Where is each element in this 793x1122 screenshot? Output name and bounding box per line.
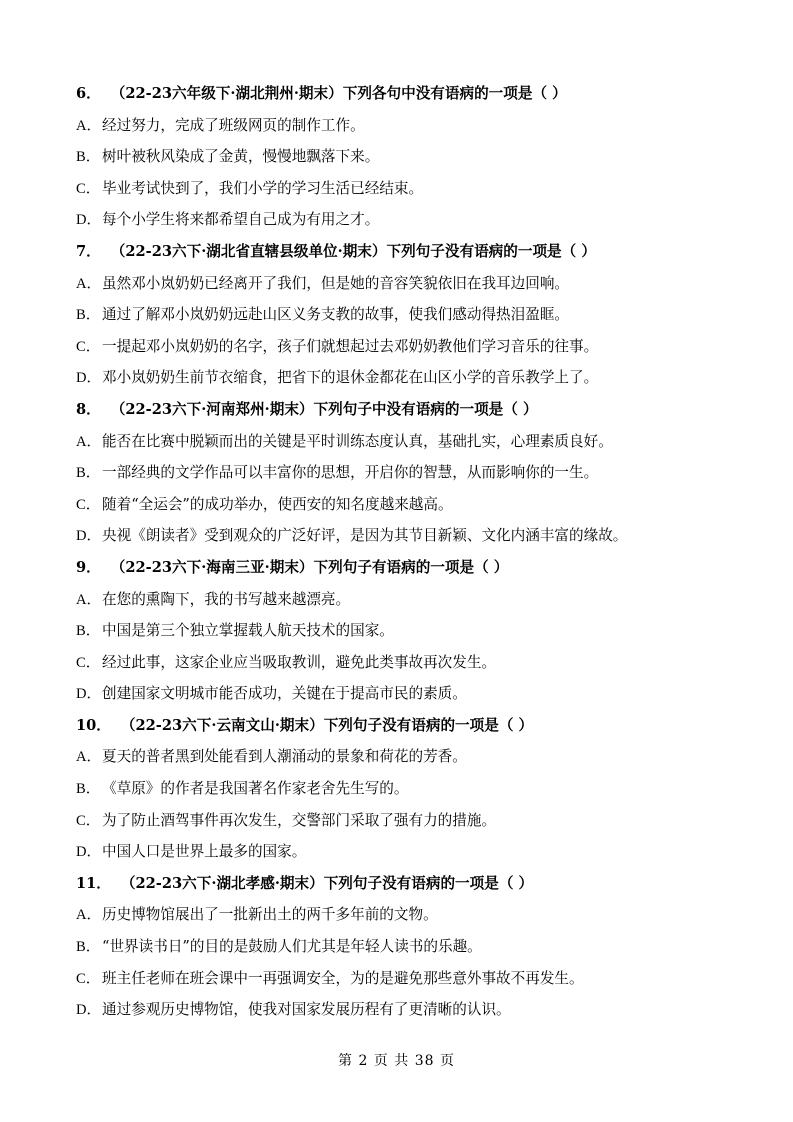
- option-text: 随着“全运会”的成功举办，使西安的知名度越来越高。: [102, 495, 453, 513]
- answer-blank: （ ）: [498, 874, 534, 892]
- question-stem: [76, 236, 726, 268]
- question-text: 下列各句中没有语病的一项是: [342, 85, 533, 102]
- option-text: 创建国家文明城市能否成功，关键在于提高市民的素质。: [102, 685, 467, 703]
- answer-option: [76, 141, 726, 173]
- answer-option: [76, 331, 726, 363]
- answer-option: [76, 994, 726, 1026]
- option-text: “世界读书日”的目的是鼓励人们尤其是年轻人读书的乐趣。: [102, 938, 482, 956]
- option-letter: B．: [76, 623, 101, 640]
- question-stem: [76, 394, 726, 426]
- question-block: [76, 78, 726, 236]
- option-letter: A．: [76, 749, 102, 766]
- question-text: 下列句子没有语病的一项是: [323, 874, 499, 892]
- answer-blank: （ ）: [561, 242, 596, 260]
- answer-option: [76, 773, 726, 805]
- answer-blank: （ ）: [503, 400, 538, 418]
- answer-option: [76, 963, 726, 995]
- answer-option: [76, 584, 726, 616]
- question-block: [76, 552, 726, 710]
- answer-option: [76, 110, 726, 142]
- option-letter: D．: [76, 844, 102, 861]
- answer-option: [76, 647, 726, 679]
- option-text: 虽然邓小岚奶奶已经离开了我们，但是她的音容笑貌依旧在我耳边回响。: [102, 274, 570, 292]
- answer-option: [76, 489, 726, 521]
- option-text: 班主任老师在班会课中一再强调安全，为的是避免那些意外事故不再发生。: [102, 969, 584, 987]
- option-letter: A．: [76, 907, 102, 924]
- option-text: 夏天的普者黑到处能看到人潮涌动的景象和荷花的芳香。: [102, 748, 467, 766]
- option-text: 能否在比赛中脱颖而出的关键是平时训练态度认真，基础扎实，心理素质良好。: [102, 432, 613, 450]
- option-letter: B．: [76, 307, 101, 324]
- answer-option: [76, 520, 726, 552]
- question-source: （22-23六下·湖北省直辖县级单位·期末）: [110, 242, 387, 260]
- option-letter: A．: [76, 275, 102, 292]
- question-source: （22-23六下·海南三亚·期末）: [110, 558, 314, 576]
- answer-option: [76, 362, 726, 394]
- answer-blank: （ ）: [532, 85, 567, 102]
- answer-option: [76, 836, 726, 868]
- question-stem: [76, 710, 726, 742]
- option-letter: C．: [76, 812, 101, 829]
- question-source: （22-23六下·云南文山·期末）: [120, 716, 324, 734]
- option-letter: D．: [76, 528, 102, 545]
- question-number: 9．: [76, 558, 101, 576]
- question-source: （22-23六下·湖北孝感·期末）: [120, 874, 324, 892]
- option-text: 邓小岚奶奶生前节衣缩食，把省下的退休金都花在山区小学的音乐教学上了。: [102, 369, 599, 387]
- question-number: 6．: [76, 85, 101, 102]
- option-text: 一部经典的文学作品可以丰富你的思想，开启你的智慧，从而影响你的一生。: [102, 464, 599, 482]
- option-text: 通过参观历史博物馆，使我对国家发展历程有了更清晰的认识。: [102, 1001, 511, 1019]
- option-letter: C．: [76, 338, 101, 355]
- answer-option: [76, 741, 726, 773]
- page-footer: 第 2 页 共 38 页: [338, 1053, 455, 1069]
- option-text: 每个小学生将来都希望自己成为有用之才。: [102, 211, 380, 229]
- answer-option: [76, 457, 726, 489]
- option-letter: B．: [76, 465, 101, 482]
- option-text: 为了防止酒驾事件再次发生，交警部门采取了强有力的措施。: [102, 811, 497, 829]
- question-text: 下列句子有语病的一项是: [313, 558, 475, 576]
- option-text: 毕业考试快到了，我们小学的学习生活已经结束。: [102, 179, 424, 197]
- option-letter: D．: [76, 1002, 102, 1019]
- question-stem: [76, 552, 726, 584]
- question-source: （22-23六年级下·湖北荆州·期末）: [110, 85, 343, 102]
- answer-option: [76, 204, 726, 236]
- answer-blank: （ ）: [474, 558, 509, 576]
- option-letter: A．: [76, 591, 102, 608]
- question-number: 7．: [76, 242, 101, 260]
- option-text: 中国是第三个独立掌握载人航天技术的国家。: [102, 622, 394, 640]
- option-letter: D．: [76, 370, 102, 387]
- option-letter: B．: [76, 939, 101, 956]
- option-text: 树叶被秋风染成了金黄，慢慢地飘落下来。: [102, 148, 380, 166]
- option-text: 在您的熏陶下，我的书写越来越漂亮。: [102, 590, 351, 608]
- option-text: 通过了解邓小岚奶奶远赴山区义务支教的故事，使我们感动得热泪盈眶。: [102, 306, 570, 324]
- option-text: 《草原》的作者是我国著名作家老舍先生写的。: [102, 780, 409, 798]
- question-stem: [76, 868, 726, 900]
- answer-option: [76, 615, 726, 647]
- question-text: 下列句子中没有语病的一项是: [313, 400, 504, 418]
- answer-option: [76, 173, 726, 205]
- answer-option: [76, 899, 726, 931]
- answer-option: [76, 805, 726, 837]
- question-block: [76, 236, 726, 394]
- question-block: [76, 710, 726, 868]
- answer-blank: （ ）: [498, 716, 534, 734]
- answer-option: [76, 268, 726, 300]
- option-text: 央视《朗读者》受到观众的广泛好评，是因为其节目新颖、文化内涵丰富的缘故。: [102, 527, 628, 545]
- option-letter: C．: [76, 496, 101, 513]
- question-block: [76, 868, 726, 1026]
- answer-option: [76, 931, 726, 963]
- option-letter: D．: [76, 686, 102, 703]
- question-stem: [76, 78, 726, 110]
- question-block: [76, 394, 726, 552]
- option-text: 一提起邓小岚奶奶的名字，孩子们就想起过去邓奶奶教他们学习音乐的往事。: [102, 337, 599, 355]
- question-number: 11．: [76, 874, 111, 892]
- option-letter: D．: [76, 212, 102, 229]
- question-list: [76, 78, 726, 1026]
- option-text: 历史博物馆展出了一批新出土的两千多年前的文物。: [102, 906, 438, 924]
- option-text: 中国人口是世界上最多的国家。: [102, 843, 307, 861]
- option-letter: A．: [76, 117, 102, 134]
- option-text: 经过努力，完成了班级网页的制作工作。: [102, 116, 365, 134]
- question-source: （22-23六下·河南郑州·期末）: [110, 400, 314, 418]
- answer-option: [76, 678, 726, 710]
- question-number: 10．: [76, 716, 111, 734]
- option-letter: B．: [76, 781, 101, 798]
- question-text: 下列句子没有语病的一项是: [386, 242, 562, 260]
- option-letter: C．: [76, 970, 101, 987]
- answer-option: [76, 299, 726, 331]
- answer-option: [76, 426, 726, 458]
- option-letter: B．: [76, 149, 101, 166]
- option-letter: C．: [76, 180, 101, 197]
- option-letter: A．: [76, 433, 102, 450]
- option-text: 经过此事，这家企业应当吸取教训，避免此类事故再次发生。: [102, 653, 497, 671]
- question-text: 下列句子没有语病的一项是: [323, 716, 499, 734]
- question-number: 8．: [76, 400, 101, 418]
- option-letter: C．: [76, 654, 101, 671]
